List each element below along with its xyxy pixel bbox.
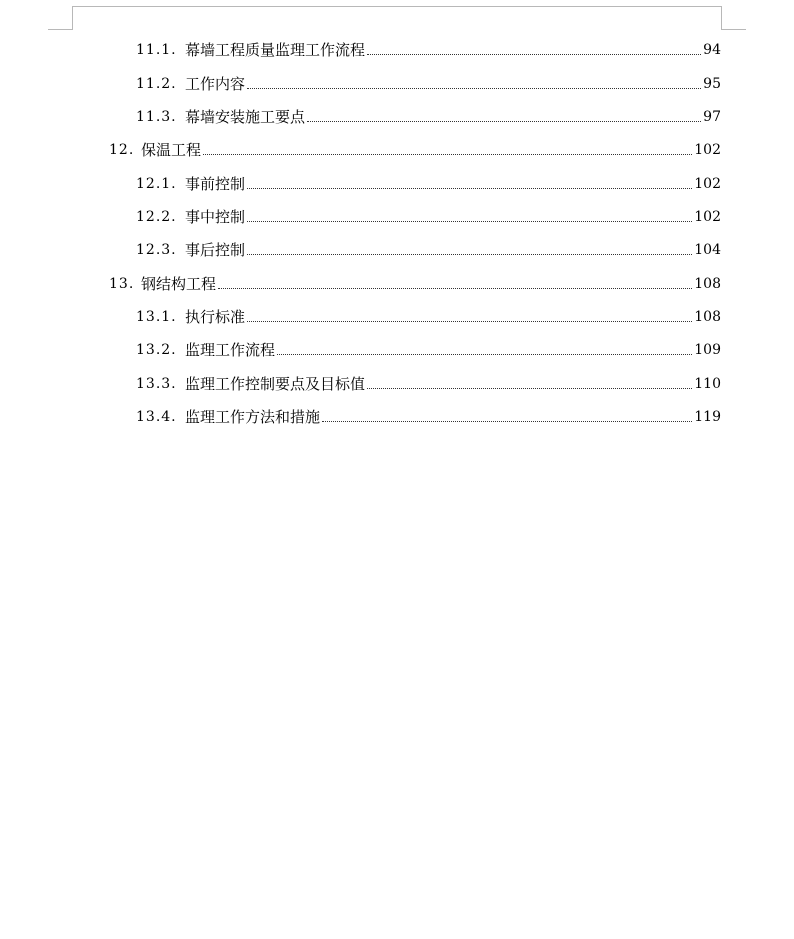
- toc-number: 11.1.: [136, 42, 177, 58]
- toc-entry[interactable]: [109, 269, 721, 293]
- toc-entry[interactable]: [136, 35, 721, 59]
- toc-page-number: 102: [694, 176, 721, 192]
- toc-leader: [247, 253, 692, 255]
- toc-leader: [247, 320, 692, 322]
- toc-leader: [307, 120, 701, 122]
- toc-page-number: 108: [694, 309, 721, 325]
- toc-leader: [367, 53, 701, 55]
- page-top-edge: [72, 6, 722, 7]
- toc-number: 12.1.: [136, 176, 177, 192]
- toc-page-number: 109: [694, 342, 721, 358]
- toc-title: 工作内容: [185, 75, 246, 93]
- margin-corner-left-vertical: [72, 6, 73, 30]
- toc-entry[interactable]: [136, 302, 721, 326]
- toc-number: 12.2.: [136, 209, 177, 225]
- toc-entry[interactable]: [136, 235, 721, 259]
- toc-title: 保温工程: [141, 141, 202, 159]
- toc-number: 13.3.: [136, 376, 177, 392]
- toc-leader: [247, 187, 692, 189]
- toc-page-number: 95: [703, 76, 721, 92]
- toc-entry[interactable]: [136, 369, 721, 393]
- toc-leader: [203, 153, 692, 155]
- toc-number: 11.2.: [136, 76, 177, 92]
- toc-leader: [277, 353, 692, 355]
- margin-corner-left-horizontal: [48, 29, 73, 30]
- toc-title: 监理工作控制要点及目标值: [185, 375, 366, 393]
- toc-leader: [218, 287, 692, 289]
- toc-number: 13.1.: [136, 309, 177, 325]
- toc-entry[interactable]: [109, 135, 721, 159]
- toc-entry[interactable]: [136, 402, 721, 426]
- toc-page-number: 102: [694, 209, 721, 225]
- toc-entry[interactable]: [136, 102, 721, 126]
- toc-leader: [367, 387, 692, 389]
- toc-title: 监理工作流程: [185, 341, 276, 359]
- toc-page-number: 104: [694, 242, 721, 258]
- toc-title: 事中控制: [185, 208, 246, 226]
- toc-title: 幕墙安装施工要点: [185, 108, 306, 126]
- toc-page-number: 94: [703, 42, 721, 58]
- margin-corner-right-horizontal: [721, 29, 746, 30]
- toc-page-number: 108: [694, 276, 721, 292]
- toc-title: 钢结构工程: [141, 275, 217, 293]
- toc-page-number: 102: [694, 142, 721, 158]
- toc-number: 12.3.: [136, 242, 177, 258]
- toc-title: 幕墙工程质量监理工作流程: [185, 41, 366, 59]
- toc-number: 12.: [109, 142, 135, 158]
- toc-page-number: 119: [694, 409, 721, 425]
- toc-number: 11.3.: [136, 109, 177, 125]
- toc-title: 监理工作方法和措施: [185, 408, 321, 426]
- toc-entry[interactable]: [136, 169, 721, 193]
- toc-title: 事后控制: [185, 241, 246, 259]
- toc-number: 13.4.: [136, 409, 177, 425]
- toc-entry[interactable]: [136, 335, 721, 359]
- toc-number: 13.: [109, 276, 135, 292]
- toc-leader: [247, 87, 701, 89]
- margin-corner-right-vertical: [721, 6, 722, 30]
- toc-entry[interactable]: [136, 202, 721, 226]
- toc-page-number: 97: [703, 109, 721, 125]
- toc-leader: [322, 420, 692, 422]
- toc-title: 事前控制: [185, 175, 246, 193]
- toc-leader: [247, 220, 692, 222]
- toc-entry[interactable]: [136, 69, 721, 93]
- toc-page-number: 110: [694, 376, 721, 392]
- toc-title: 执行标准: [185, 308, 246, 326]
- toc-number: 13.2.: [136, 342, 177, 358]
